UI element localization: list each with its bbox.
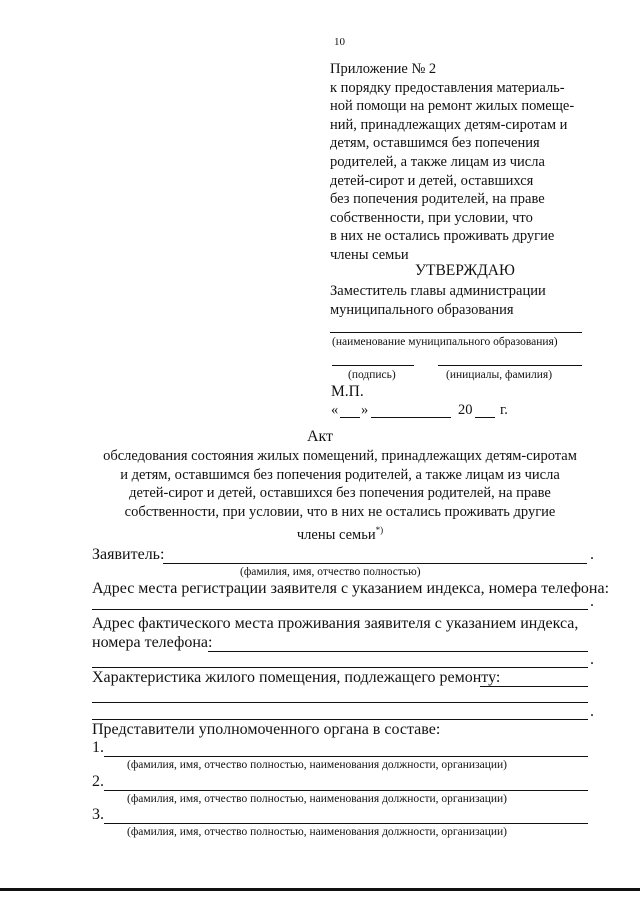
rep-number: 1. (92, 739, 104, 756)
actual-address-field-line[interactable] (208, 651, 588, 652)
page-number: 10 (334, 36, 345, 48)
reg-address-field-line[interactable] (92, 609, 588, 610)
actual-address-label: Адрес фактического места проживания заявителя с указанием индекса, (92, 615, 579, 632)
appendix-line: ной помощи на ремонт жилых помеще- (330, 98, 575, 115)
rep-hint: (фамилия, имя, отчество полностью, наименования должности, организации) (127, 826, 508, 838)
act-desc-line: собственности, при условии, что в них не остались проживать другие (124, 503, 556, 520)
date-year-line[interactable] (475, 417, 495, 418)
seal-mark: М.П. (331, 383, 364, 400)
appendix-line: Приложение № 2 (330, 61, 437, 77)
housing-label: Характеристика жилого помещения, подлежащего ремонту: (92, 669, 501, 686)
date-close-quote: » (361, 402, 369, 418)
year-prefix: 20 (458, 402, 473, 418)
municipality-hint: (наименование муниципального образования) (332, 336, 558, 348)
appendix-line: собственности, при условии, что (330, 209, 533, 226)
approval-position (330, 282, 546, 320)
municipality-field-line[interactable] (330, 332, 582, 333)
act-desc-line: и детям, оставшимся без попечения родителей, а также лицам из числа (120, 466, 560, 483)
applicant-field-line[interactable] (163, 563, 587, 564)
appendix-line: родителей, а также лицам из числа (330, 153, 545, 170)
approval-position-line: Заместитель главы администрации (330, 283, 546, 299)
signature-field-line[interactable] (332, 365, 414, 366)
year-suffix: г. (500, 402, 508, 418)
appendix-line: детей-сирот и детей, оставшихся (330, 172, 534, 189)
actual-address-field-line-2[interactable] (92, 667, 588, 668)
appendix-line: детям, оставшимся без попечения (330, 135, 540, 152)
name-hint: (инициалы, фамилия) (446, 369, 553, 381)
act-desc-line: детей-сирот и детей, оставшихся без попечения родителей, на праве (129, 485, 551, 502)
appendix-line: ний, принадлежащих детям-сиротам и (330, 116, 568, 133)
representatives-label: Представители уполномоченного органа в составе: (92, 721, 441, 738)
appendix-line: к порядку предоставления материаль- (330, 79, 565, 96)
act-desc-line: обследования состояния жилых помещений, принадлежащих детям-сиротам (103, 448, 577, 464)
appendix-line: члены семьи (330, 246, 409, 263)
rep-hint: (фамилия, имя, отчество полностью, наименования должности, организации) (127, 793, 508, 805)
appendix-line: в них не остались проживать другие (330, 228, 555, 245)
actual-address-period: . (590, 651, 594, 668)
rep-field-line[interactable] (104, 756, 588, 757)
reg-address-label: Адрес места регистрации заявителя с указанием индекса, номера телефона: (92, 580, 610, 597)
rep-field-line[interactable] (104, 823, 588, 824)
date-day-line[interactable] (340, 417, 360, 418)
applicant-label: Заявитель: (92, 546, 165, 563)
date-month-line[interactable] (371, 417, 451, 418)
rep-number: 2. (92, 773, 104, 790)
approval-position-line: муниципального образования (330, 301, 514, 318)
act-desc-line-last (0, 521, 640, 544)
act-title: Акт (306, 428, 334, 445)
actual-address-label-cont: номера телефона: (92, 634, 213, 651)
appendix-line: без попечения родителей, на праве (330, 191, 545, 208)
housing-field-line-2[interactable] (92, 702, 588, 703)
rep-hint: (фамилия, имя, отчество полностью, наименования должности, организации) (127, 759, 508, 771)
date-open-quote: « (331, 402, 339, 418)
housing-period: . (590, 703, 594, 720)
rep-field-line[interactable] (104, 790, 588, 791)
name-field-line[interactable] (438, 365, 582, 366)
applicant-hint: (фамилия, имя, отчество полностью) (240, 566, 421, 578)
housing-field-line-3[interactable] (92, 719, 588, 720)
act-description (0, 447, 640, 545)
appendix-header (330, 60, 574, 265)
footnote-mark: *) (375, 525, 384, 536)
applicant-period: . (590, 546, 594, 563)
page-bottom-divider (0, 888, 640, 891)
housing-field-line[interactable] (480, 686, 588, 687)
act-desc-line: члены семьи (296, 527, 376, 544)
rep-number: 3. (92, 806, 104, 823)
signature-hint: (подпись) (348, 369, 396, 381)
approval-title: УТВЕРЖДАЮ (415, 262, 515, 279)
reg-address-period: . (590, 593, 594, 610)
